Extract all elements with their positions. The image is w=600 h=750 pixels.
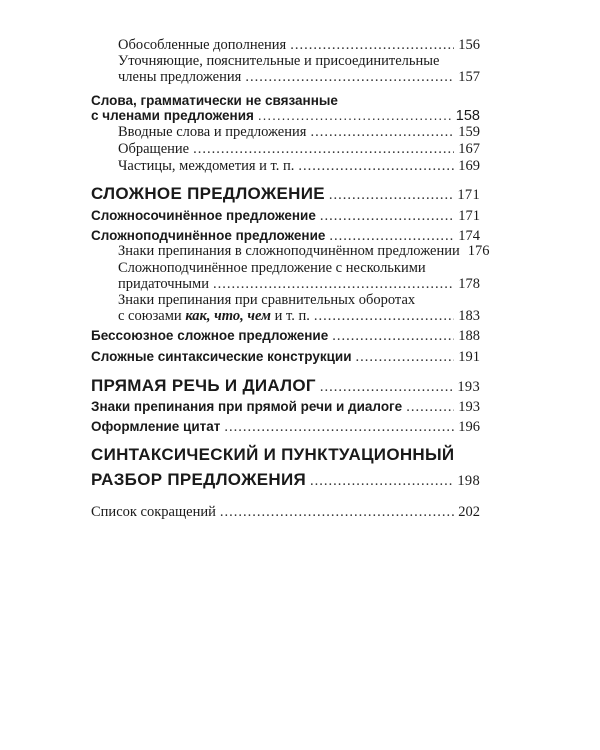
toc-entry-utochnyayushchie-chleny[interactable] bbox=[118, 69, 480, 86]
toc-entry-title: Сложносочинённое предложение bbox=[91, 208, 316, 223]
leader-dots bbox=[298, 158, 454, 175]
conjunctions-italic: как, что, чем bbox=[185, 308, 271, 324]
toc-page-number: 198 bbox=[457, 473, 480, 489]
toc-entry-title: РАЗБОР ПРЕДЛОЖЕНИЯ bbox=[91, 470, 307, 489]
toc-section-bessoyuznoe[interactable] bbox=[91, 328, 480, 345]
toc-page-number: 158 bbox=[455, 108, 480, 124]
toc-chapter-pryamaya-rech[interactable] bbox=[91, 376, 480, 396]
toc-section-slova-ne-svyazannye[interactable] bbox=[91, 108, 480, 124]
toc-entry-title-line: Сложноподчинённое предложение с несколькими bbox=[118, 260, 426, 276]
toc-entry-title: придаточными bbox=[118, 276, 209, 292]
toc-page-number: 191 bbox=[458, 349, 480, 365]
toc-entry-title-line: Уточняющие, пояснительные и присоединительные bbox=[118, 53, 440, 69]
toc-page-number: 193 bbox=[458, 399, 480, 415]
toc-entry-title: с членами предложения bbox=[91, 108, 254, 123]
toc-page-number: 188 bbox=[458, 328, 480, 344]
toc-page-number: 171 bbox=[457, 187, 480, 203]
toc-entry-title bbox=[118, 308, 310, 325]
toc-entry-obrashchenie[interactable] bbox=[118, 141, 480, 158]
toc-entry-title: Обращение bbox=[118, 141, 190, 157]
toc-entry-obosoblennye-dopolneniya[interactable] bbox=[118, 37, 480, 54]
toc-page-number: 174 bbox=[458, 228, 480, 244]
leader-dots bbox=[245, 69, 454, 86]
toc-entry-neskolko-pridatochnykh[interactable] bbox=[118, 276, 480, 293]
leader-dots bbox=[224, 419, 454, 436]
toc-page-number: 202 bbox=[458, 504, 480, 520]
toc-entry-title: Бессоюзное сложное предложение bbox=[91, 328, 329, 343]
leader-dots bbox=[193, 141, 454, 158]
leader-dots bbox=[220, 504, 454, 521]
toc-entry-chastitsy-mezhdometiya[interactable] bbox=[118, 158, 480, 175]
toc-section-slozhnye-konstruktsii[interactable] bbox=[91, 349, 480, 366]
toc-entry-title: Частицы, междометия и т. п. bbox=[118, 158, 295, 174]
text-fragment: с союзами bbox=[118, 308, 186, 324]
toc-chapter-sintaksicheskiy-razbor[interactable] bbox=[91, 470, 480, 490]
toc-entry-title: Сложные синтаксические конструкции bbox=[91, 349, 352, 364]
toc-page-number: 167 bbox=[458, 141, 480, 157]
toc-entry-title: Оформление цитат bbox=[91, 419, 221, 434]
toc-entry-spisok-sokrashcheniy[interactable] bbox=[91, 504, 480, 521]
leader-dots bbox=[213, 276, 454, 293]
leader-dots bbox=[356, 349, 455, 366]
toc-chapter-slozhnoe-predlozhenie[interactable] bbox=[91, 184, 480, 204]
toc-page-number: 157 bbox=[458, 69, 480, 85]
toc-entry-title: Знаки препинания в сложноподчинённом предложении bbox=[118, 243, 460, 259]
leader-dots bbox=[310, 473, 453, 490]
toc-page-number: 193 bbox=[457, 379, 480, 395]
toc-section-title-line: Слова, грамматически не связанные bbox=[91, 93, 338, 108]
toc-page-number: 159 bbox=[458, 124, 480, 140]
text-fragment: и т. п. bbox=[270, 308, 310, 324]
toc-page-number: 176 bbox=[467, 243, 490, 259]
toc-entry-title: ПРЯМАЯ РЕЧЬ И ДИАЛОГ bbox=[91, 376, 316, 395]
toc-entry-znaki-v-slozhnopodchinennom[interactable] bbox=[118, 243, 490, 260]
leader-dots bbox=[290, 37, 454, 54]
toc-entry-vvodnye-slova[interactable] bbox=[118, 124, 480, 141]
toc-entry-title-line: Знаки препинания при сравнительных оборотах bbox=[118, 292, 416, 308]
leader-dots bbox=[406, 399, 454, 416]
toc-page-number: 169 bbox=[458, 158, 480, 174]
toc-entry-title: СЛОЖНОЕ ПРЕДЛОЖЕНИЕ bbox=[91, 184, 325, 203]
toc-chapter-title-line: СИНТАКСИЧЕСКИЙ И ПУНКТУАЦИОННЫЙ bbox=[91, 445, 455, 464]
leader-dots bbox=[320, 208, 454, 225]
leader-dots bbox=[310, 124, 454, 141]
toc-section-znaki-pryamoy-rechi[interactable] bbox=[91, 399, 480, 416]
toc-page-number: 183 bbox=[458, 308, 480, 324]
leader-dots bbox=[258, 108, 452, 123]
toc-entry-title: Вводные слова и предложения bbox=[118, 124, 307, 140]
toc-entry-title: Обособленные дополнения bbox=[118, 37, 287, 53]
toc-entry-title: Список сокращений bbox=[91, 504, 216, 520]
toc-page-number: 171 bbox=[458, 208, 480, 224]
toc-page-number: 196 bbox=[458, 419, 480, 435]
leader-dots bbox=[314, 308, 454, 325]
toc-entry-title: Сложноподчинённое предложение bbox=[91, 228, 326, 243]
leader-dots bbox=[320, 379, 454, 396]
toc-section-oformlenie-tsitat[interactable] bbox=[91, 419, 480, 436]
leader-dots bbox=[329, 187, 453, 204]
toc-section-slozhnosochinennoe[interactable] bbox=[91, 208, 480, 225]
leader-dots bbox=[332, 328, 454, 345]
toc-page-number: 178 bbox=[458, 276, 480, 292]
toc-entry-title: Знаки препинания при прямой речи и диалоге bbox=[91, 399, 403, 414]
toc-entry-sravnitelnye-oboroty[interactable] bbox=[118, 308, 480, 325]
toc-page-number: 156 bbox=[458, 37, 480, 53]
toc-entry-title: члены предложения bbox=[118, 69, 242, 85]
